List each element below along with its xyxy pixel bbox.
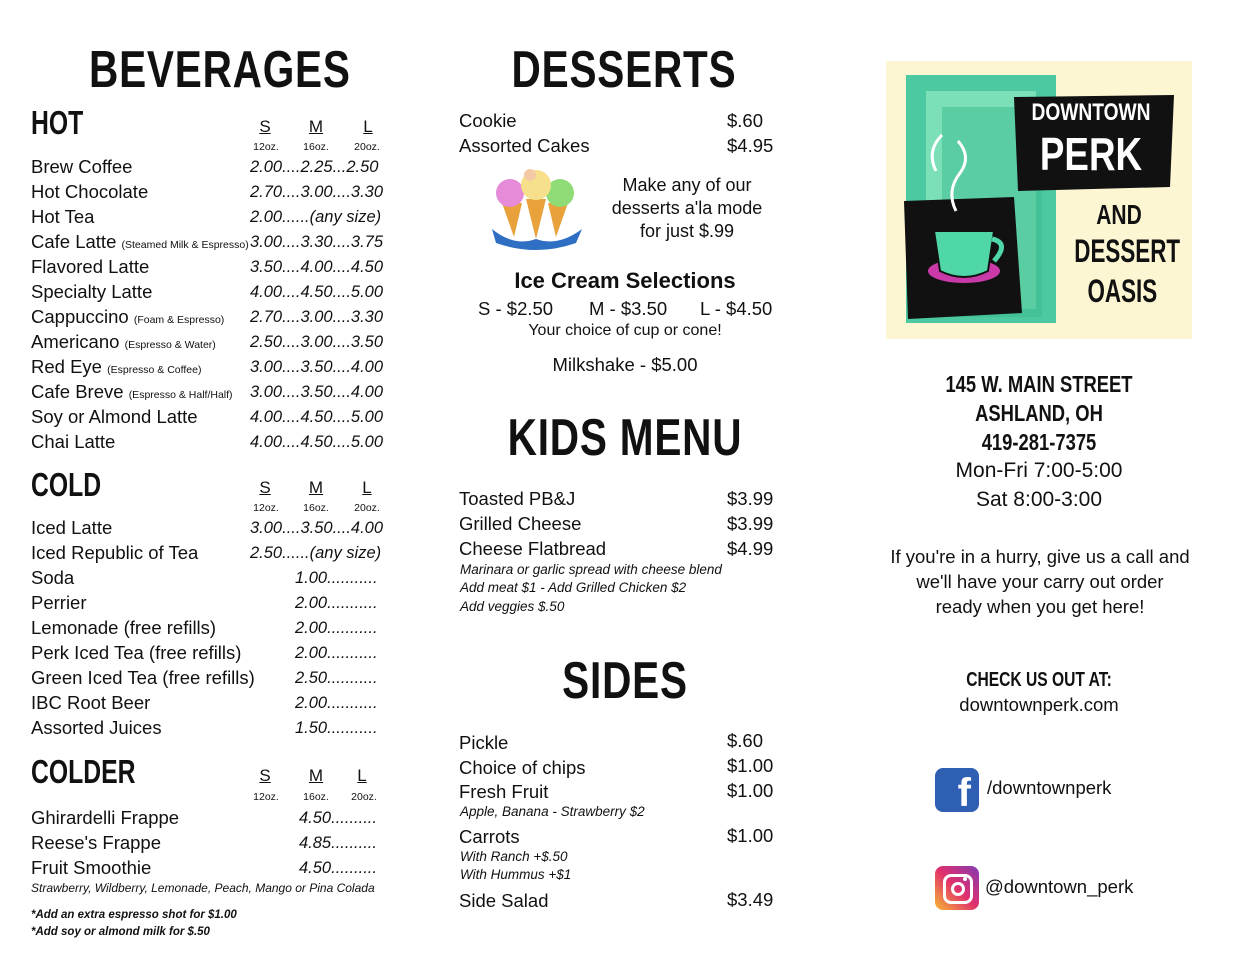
ice-cream-note: Your choice of cup or cone! [528, 322, 722, 339]
menu-item: Soy or Almond Latte [31, 406, 198, 427]
oz-m: 16oz. [303, 791, 329, 803]
addon-note: *Add soy or almond milk for $.50 [31, 926, 210, 938]
kids-note: Add meat $1 - Add Grilled Chicken $2 [460, 580, 687, 595]
item-price: 2.50....3.00....3.50 [250, 333, 384, 351]
kids-note: Add veggies $.50 [460, 599, 565, 614]
menu-item: Brew Coffee [31, 156, 133, 177]
oz-l: 20oz. [351, 791, 377, 803]
menu-item: Red Eye (Espresso & Coffee) [31, 356, 202, 377]
item-price: 4.00....4.50....5.00 [250, 283, 384, 301]
oz-l: 20oz. [354, 502, 380, 514]
menu-item: Iced Latte [31, 517, 113, 538]
size-l: L [362, 478, 372, 497]
menu-item: Reese's Frappe [31, 832, 162, 853]
menu-item: Choice of chips [459, 757, 586, 778]
facebook-icon[interactable]: f [935, 768, 979, 812]
item-price: 2.70....3.00....3.30 [250, 308, 384, 326]
size-m: M [308, 117, 324, 136]
menu-item: Fresh Fruit [459, 781, 549, 802]
item-price: 4.00....4.50....5.00 [250, 408, 384, 426]
menu-item: Grilled Cheese [459, 513, 582, 534]
kids-menu-title: KIDS MENU [507, 409, 743, 467]
check-us-out-label: CHECK US OUT AT: [966, 669, 1112, 691]
item-price: 1.50........... [295, 719, 378, 737]
menu-item: Carrots [459, 826, 520, 847]
oz-m: 16oz. [303, 502, 329, 514]
logo-text-dessert: DESSERT [1074, 233, 1181, 269]
hours-saturday: Sat 8:00-3:00 [975, 488, 1103, 511]
ice-cream-title: Ice Cream Selections [514, 268, 736, 293]
facebook-handle[interactable]: /downtownperk [987, 777, 1112, 798]
item-price: $4.95 [727, 135, 774, 156]
item-price: 2.50......(any size) [250, 544, 382, 562]
size-m: M [308, 766, 324, 785]
item-price: 4.00....4.50....5.00 [250, 433, 384, 451]
sides-title: SIDES [562, 652, 688, 710]
item-price: 4.50.......... [299, 809, 377, 827]
oz-m: 16oz. [303, 141, 329, 153]
menu-item: Perrier [31, 592, 87, 613]
size-m: M [308, 478, 324, 497]
item-price: 3.00....3.30....3.75 [250, 233, 384, 251]
side-note: Apple, Banana - Strawberry $2 [460, 804, 645, 819]
menu-item: IBC Root Beer [31, 692, 151, 713]
size-s: S [259, 117, 271, 136]
menu-item: Cappuccino (Foam & Espresso) [31, 306, 225, 327]
logo-text-downtown: DOWNTOWN [1031, 99, 1151, 126]
menu-item: Pickle [459, 732, 509, 753]
item-price: 2.00......(any size) [250, 208, 382, 226]
logo [886, 61, 1192, 339]
item-price: 1.00........... [295, 569, 378, 587]
colder-heading: COLDER [31, 753, 136, 790]
menu-item: Hot Tea [31, 206, 95, 227]
menu-item: Perk Iced Tea (free refills) [31, 642, 242, 663]
menu-item: Hot Chocolate [31, 181, 149, 202]
item-price: 3.50....4.00....4.50 [250, 258, 384, 276]
item-price: $.60 [727, 730, 764, 751]
menu-item: Toasted PB&J [459, 488, 576, 509]
ice-cream-size: M - $3.50 [589, 298, 668, 319]
menu-item: Soda [31, 567, 75, 588]
ice-cream-size: L - $4.50 [700, 298, 773, 319]
size-s: S [259, 478, 271, 497]
menu-item: Assorted Cakes [459, 135, 590, 156]
logo-text-perk: PERK [1039, 128, 1143, 180]
menu-item: Chai Latte [31, 431, 116, 452]
item-price: $1.00 [727, 780, 774, 801]
logo-text-oasis: OASIS [1087, 273, 1158, 309]
ice-cream-size: S - $2.50 [478, 298, 554, 319]
hours-weekday: Mon-Fri 7:00-5:00 [955, 459, 1123, 482]
size-l: L [363, 117, 373, 136]
item-price: 3.00....3.50....4.00 [250, 358, 384, 376]
menu-item: Assorted Juices [31, 717, 162, 738]
item-price: $3.49 [727, 889, 774, 910]
phone-number: 419-281-7375 [981, 429, 1097, 455]
item-price: $3.99 [727, 488, 774, 509]
item-price: 3.00....3.50....4.00 [250, 383, 384, 401]
desserts-title: DESSERTS [511, 41, 737, 99]
size-s: S [259, 766, 271, 785]
item-price: $1.00 [727, 825, 774, 846]
smoothie-note: Strawberry, Wildberry, Lemonade, Peach, Mango or Pina Colada [31, 881, 375, 895]
item-price: 2.00........... [295, 694, 378, 712]
beverages-title: BEVERAGES [89, 41, 351, 99]
call-ahead-text: If you're in a hurry, give us a call and we'll have your carry out order ready when you get here! [890, 546, 1190, 617]
cold-heading: COLD [31, 466, 102, 503]
address-street: 145 W. MAIN STREET [945, 371, 1133, 397]
hot-heading: HOT [31, 104, 84, 141]
address-city: ASHLAND, OH [975, 400, 1103, 426]
item-price: 2.00........... [295, 594, 378, 612]
oz-l: 20oz. [354, 141, 380, 153]
item-price: $1.00 [727, 755, 774, 776]
oz-s: 12oz. [253, 141, 279, 153]
item-price: 2.50........... [295, 669, 378, 687]
menu-item: Cafe Breve (Espresso & Half/Half) [31, 381, 233, 402]
website-link[interactable]: downtownperk.com [959, 694, 1119, 715]
item-price: 2.00....2.25...2.50 [250, 158, 379, 176]
menu-item: Green Iced Tea (free refills) [31, 667, 255, 688]
menu-item: Americano (Espresso & Water) [31, 331, 216, 352]
item-price: $.60 [727, 110, 764, 131]
instagram-handle[interactable]: @downtown_perk [985, 876, 1134, 897]
item-price: 2.00........... [295, 644, 378, 662]
menu-item: Flavored Latte [31, 256, 150, 277]
menu-item: Specialty Latte [31, 281, 153, 302]
item-price: 3.00....3.50....4.00 [250, 519, 384, 537]
ice-cream-cones-image [484, 163, 586, 251]
milkshake: Milkshake - $5.00 [552, 354, 698, 375]
menu-item: Lemonade (free refills) [31, 617, 217, 638]
menu-item: Ghirardelli Frappe [31, 807, 180, 828]
oz-s: 12oz. [253, 791, 279, 803]
item-price: 2.70....3.00....3.30 [250, 183, 384, 201]
menu-item: Cookie [459, 110, 517, 131]
item-price: $3.99 [727, 513, 774, 534]
addon-note: *Add an extra espresso shot for $1.00 [31, 909, 237, 921]
menu-item: Cheese Flatbread [459, 538, 607, 559]
instagram-icon[interactable] [935, 866, 979, 910]
size-l: L [357, 766, 367, 785]
alamode-text: Make any of our desserts a'la mode for just $.99 [611, 175, 763, 241]
side-note: With Hummus +$1 [460, 867, 572, 882]
side-note: With Ranch +$.50 [460, 849, 568, 864]
menu-item: Side Salad [459, 890, 549, 911]
logo-text-and: AND [1096, 199, 1142, 230]
item-price: 4.85.......... [299, 834, 377, 852]
item-price: $4.99 [727, 538, 774, 559]
menu-item: Iced Republic of Tea [31, 542, 199, 563]
item-price: 4.50.......... [299, 859, 377, 877]
kids-note: Marinara or garlic spread with cheese blend [460, 562, 722, 577]
item-price: 2.00........... [295, 619, 378, 637]
menu-item: Fruit Smoothie [31, 857, 152, 878]
menu-item: Cafe Latte (Steamed Milk & Espresso) [31, 231, 249, 252]
oz-s: 12oz. [253, 502, 279, 514]
